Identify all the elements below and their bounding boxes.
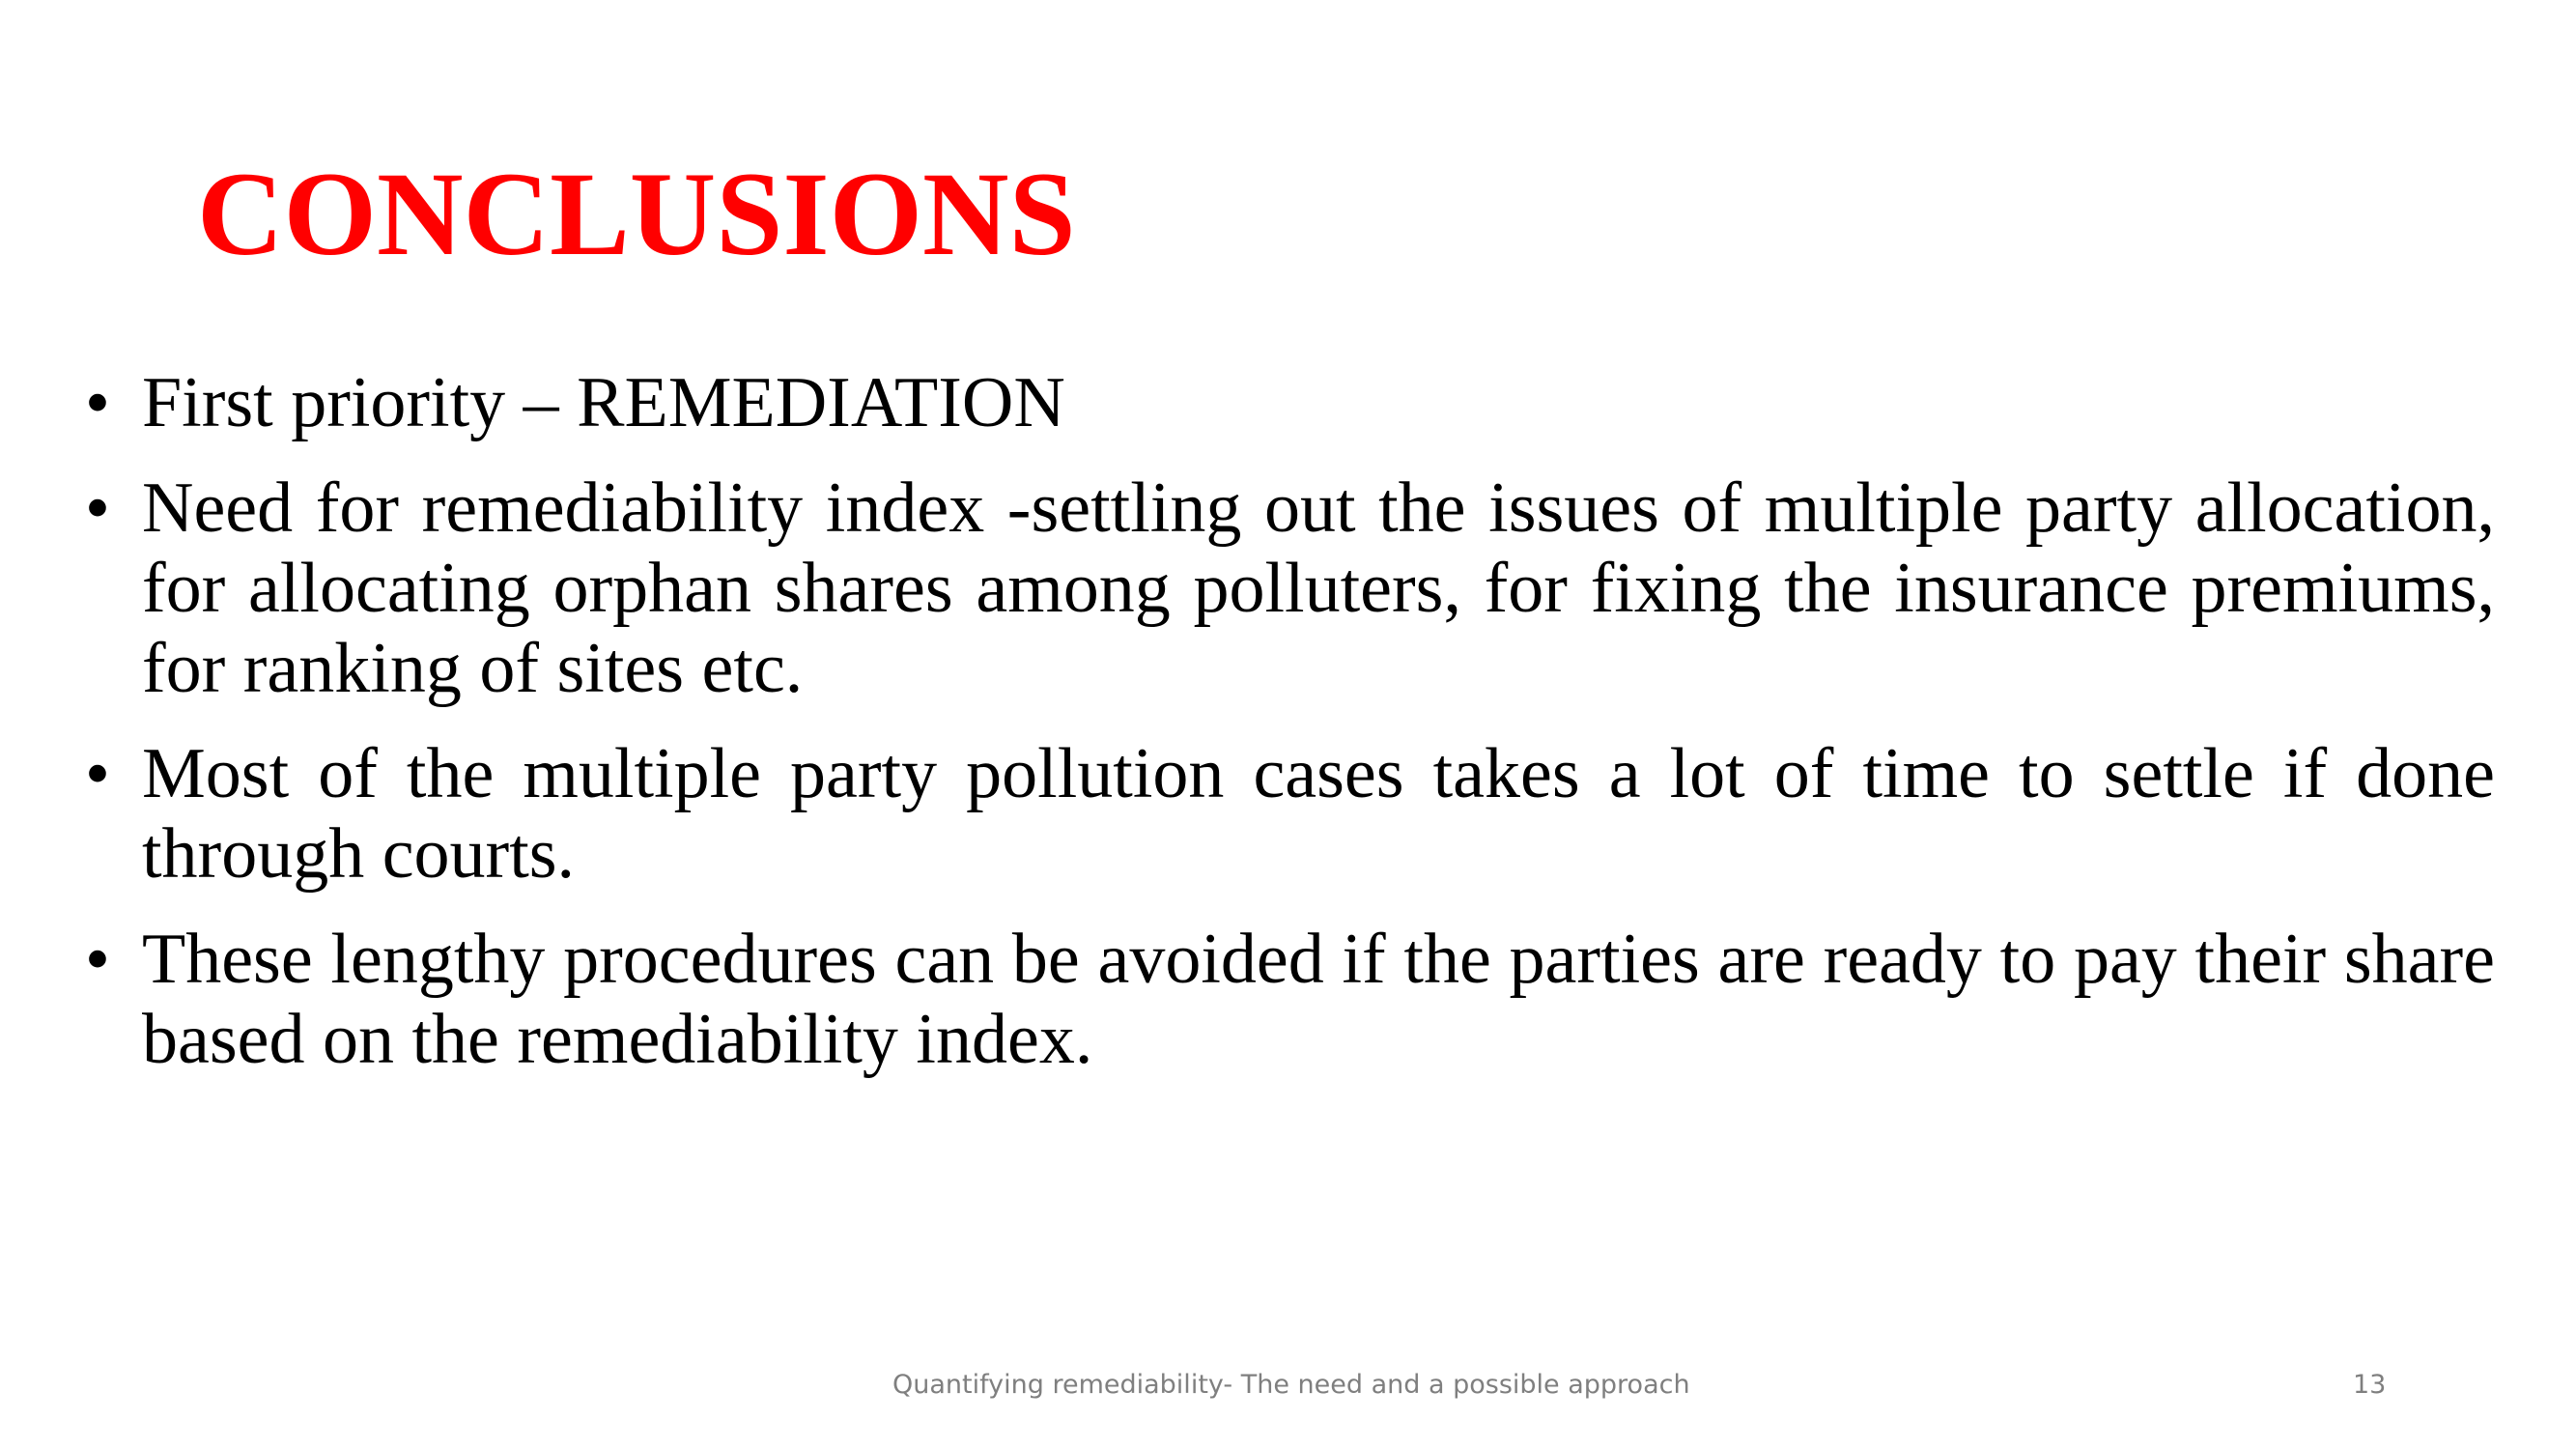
bullet-marker: • xyxy=(85,469,110,548)
footer-text: Quantifying remediability- The need and a possible approach xyxy=(892,1370,1690,1400)
bullet-list xyxy=(85,363,2495,1105)
page-number: 13 xyxy=(2353,1370,2387,1400)
slide-title: CONCLUSIONS xyxy=(197,148,1076,280)
bullet-item xyxy=(85,469,2495,709)
bullet-text: First priority – REMEDIATION xyxy=(142,363,1065,442)
bullet-item xyxy=(85,734,2495,895)
bullet-marker: • xyxy=(85,363,110,442)
bullet-text: Need for remediability index -settling out the issues of multiple party allocation, for allocating orphan shares among polluters, for fixing the insurance premiums, for ranking of sites etc. xyxy=(142,469,2495,708)
bullet-text: Most of the multiple party pollution cases takes a lot of time to settle if done through courts. xyxy=(142,734,2495,894)
bullet-marker: • xyxy=(85,920,110,999)
bullet-marker: • xyxy=(85,734,110,813)
bullet-item xyxy=(85,920,2495,1080)
bullet-item xyxy=(85,363,2495,443)
bullet-text: These lengthy procedures can be avoided if the parties are ready to pay their share based on the remediability index. xyxy=(142,920,2495,1079)
